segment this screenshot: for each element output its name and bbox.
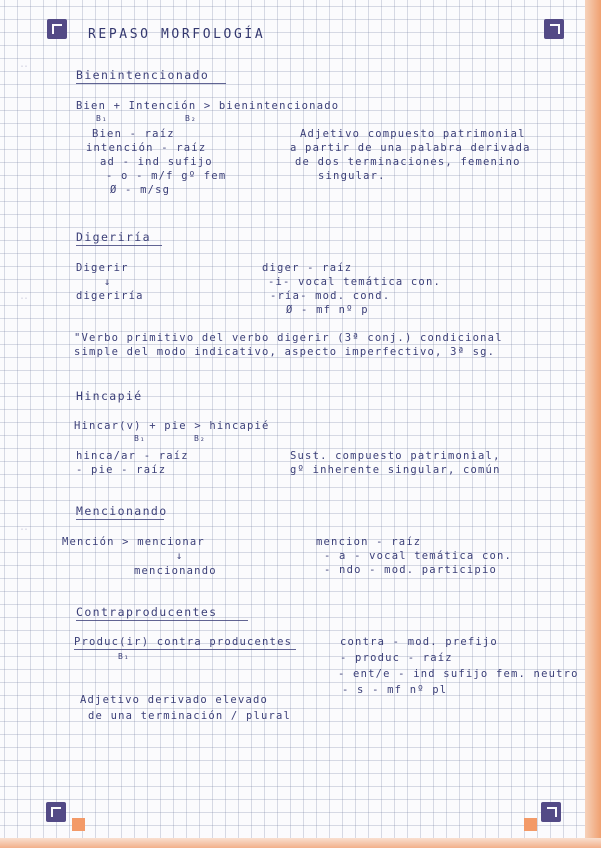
description-line: contra - mod. prefijo	[340, 636, 498, 648]
analysis-line: Ø - m/sg	[110, 184, 171, 196]
punch-mark: ˙˙	[20, 297, 28, 306]
description-line: - produc - raíz	[340, 652, 453, 664]
description-line: singular.	[318, 170, 386, 182]
description-line: Adjetivo compuesto patrimonial	[300, 128, 526, 140]
punch-mark: ˙˙	[20, 528, 28, 537]
page-edge-bottom	[0, 838, 601, 848]
analysis-line: hinca/ar - raíz	[76, 450, 189, 462]
formula-subscript: B₂	[185, 114, 197, 123]
heading-underline	[76, 83, 226, 84]
analysis-line: - o - m/f gº fem	[106, 170, 227, 182]
description-line: a partir de una palabra derivada	[290, 142, 531, 154]
description-line: gº inherente singular, común	[290, 464, 501, 476]
note-line: de una terminación / plural	[88, 710, 292, 722]
orange-swatch-left	[72, 818, 85, 831]
formula: Mención > mencionar	[62, 536, 205, 548]
description-line: de dos terminaciones, femenino	[295, 156, 521, 168]
description-line: - ndo - mod. participio	[324, 564, 497, 576]
formula: Hincar(v) + pie > hincapié	[74, 420, 270, 432]
analysis-line: digeriría	[76, 290, 144, 302]
heading-underline	[76, 620, 248, 621]
corner-mark-bottom-left	[46, 802, 66, 822]
formula: Produc(ir) contra producentes	[74, 636, 293, 648]
section-heading: Hincapié	[76, 389, 143, 403]
description-line: - s - mf nº pl	[342, 684, 448, 696]
formula-subscript: B₂	[194, 434, 206, 443]
analysis-line: Bien - raíz	[92, 128, 175, 140]
analysis-line: - pie - raíz	[76, 464, 167, 476]
description-line: -i- vocal temática con.	[268, 276, 441, 288]
analysis-line: ↓	[104, 276, 112, 288]
formula-subscript: B₁	[134, 434, 146, 443]
note-line: Adjetivo derivado elevado	[80, 694, 269, 706]
description-line: - a - vocal temática con.	[324, 550, 513, 562]
description-line: -ría- mod. cond.	[270, 290, 391, 302]
corner-mark-top-left	[47, 19, 67, 39]
formula-subscript: B₁	[96, 114, 108, 123]
page-title: REPASO MORFOLOGÍA	[88, 27, 266, 42]
analysis-line: Digerir	[76, 262, 129, 274]
corner-mark-top-right	[544, 19, 564, 39]
section-heading: Digeriría	[76, 230, 151, 244]
description-line: diger - raíz	[262, 262, 353, 274]
heading-underline	[76, 245, 162, 246]
formula-subscript: B₁	[118, 652, 130, 661]
analysis-line: intención - raíz	[86, 142, 207, 154]
description-line: Sust. compuesto patrimonial,	[290, 450, 501, 462]
page-edge-right	[585, 0, 601, 848]
section-heading: Contraproducentes	[76, 605, 218, 619]
note-line: simple del modo indicativo, aspecto imperfectivo, 3ª sg.	[74, 346, 496, 358]
formula: Bien + Intención > bienintencionado	[76, 100, 340, 112]
section-heading: Bienintencionado	[76, 68, 210, 82]
corner-mark-bottom-right	[541, 802, 561, 822]
formula-underline	[74, 649, 296, 650]
heading-underline	[76, 519, 164, 520]
punch-mark: ˙˙	[20, 65, 28, 74]
note-line: "Verbo primitivo del verbo digerir (3ª conj.) condicional	[74, 332, 503, 344]
analysis-line: ad - ind sufijo	[100, 156, 213, 168]
orange-swatch-right	[524, 818, 537, 831]
description-line: mencion - raíz	[316, 536, 422, 548]
description-line: Ø - mf nº p	[286, 304, 369, 316]
formula-arrow: ↓	[176, 550, 184, 562]
description-line: - ent/e - ind sufijo fem. neutro	[338, 668, 579, 680]
section-heading: Mencionando	[76, 504, 168, 518]
formula-result: mencionando	[134, 565, 217, 577]
